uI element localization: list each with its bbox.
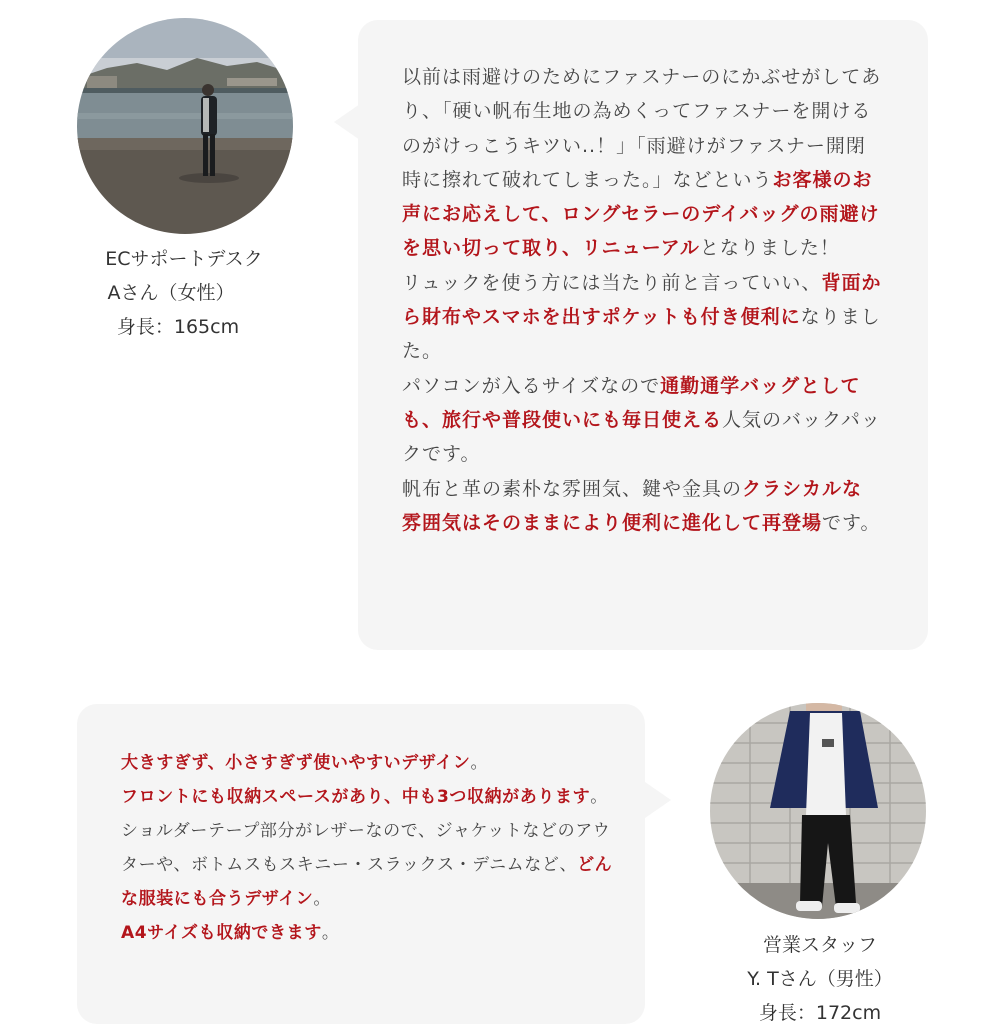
review-a-text	[402, 60, 882, 540]
review-yt-paragraph-2	[121, 780, 621, 814]
staff-a-name: Aさん（女性）	[107, 282, 235, 304]
review-a-highlight: 背面から財布やスマホを出すポケットも付き便利に	[402, 271, 882, 329]
review-bubble-yt	[77, 704, 645, 1024]
staff-yt-name: Y. Tさん（男性）	[747, 968, 893, 990]
review-a-paragraph-3	[402, 369, 882, 472]
review-yt-highlight: どんな服装にも合うデザイン	[121, 855, 613, 909]
review-yt-paragraph-3	[121, 814, 621, 916]
review-yt-highlight: 大きすぎず、小さすぎず使いやすいデザイン	[121, 753, 471, 773]
review-a-paragraph-4	[402, 472, 882, 541]
staff-yt-role: 営業スタッフ	[762, 934, 877, 956]
wall-photo	[710, 703, 926, 919]
review-a-highlight: クラシカルな雰囲気はそのままにより便利に進化して再登場	[402, 477, 863, 534]
review-a-paragraph-1	[402, 60, 882, 266]
review-yt-highlight: フロントにも収納スペースがあり、中も3つ収納があります	[121, 787, 591, 807]
review-a-text-segment: パソコンが入るサイズなので	[402, 374, 661, 397]
staff-photo-yt	[710, 703, 926, 919]
review-yt-text-segment: ショルダーテープ部分がレザーなので、ジャケットなどのアウターや、ボトムスもスキニー・スラックス・デニムなど、	[121, 821, 611, 875]
review-a-text-segment: 人気のバックパックです。	[402, 408, 881, 466]
review-yt-paragraph-1	[121, 746, 621, 780]
speech-bubble-tail-right	[645, 782, 671, 818]
review-yt-text	[121, 746, 621, 950]
review-a-text-segment: です。	[822, 511, 881, 534]
review-yt-text-segment: 。	[470, 753, 489, 773]
staff-a-height: 身長：165cm	[116, 316, 240, 338]
review-a-highlight: 通勤通学バッグとしても、旅行や普段使いにも毎日使える	[402, 374, 861, 431]
staff-yt-height: 身長：172cm	[758, 1002, 882, 1024]
review-yt-paragraph-4	[121, 916, 621, 950]
review-a-text-segment: リュックを使う方には当たり前と言っていい、	[402, 271, 822, 294]
speech-bubble-tail-left	[334, 104, 360, 140]
beach-photo	[77, 18, 293, 234]
review-yt-text-segment: 。	[590, 787, 608, 807]
review-a-paragraph-2	[402, 266, 882, 369]
review-a-text-segment: なりました。	[402, 306, 881, 363]
staff-a-caption	[84, 242, 284, 344]
review-a-highlight: お客様のお声にお応えして、ロングセラーのデイバッグの雨避けを思い切って取り、リニューアル	[402, 168, 880, 260]
staff-a-role: ECサポートデスク	[105, 248, 263, 270]
review-yt-text-segment: 。	[313, 889, 332, 909]
review-yt-text-segment: 。	[321, 923, 340, 943]
review-a-text-segment: 以前は雨避けのためにファスナーのにかぶせがしてあり、「硬い帆布生地の為めくってファスナーを開けるのがけっこうキツい..！」「雨避けがファスナー開閉時に擦れて破れてしまった。」などという	[402, 66, 882, 191]
staff-photo-a	[77, 18, 293, 234]
staff-yt-caption	[720, 928, 920, 1030]
review-a-text-segment: 帆布と革の素朴な雰囲気、鍵や金具の	[402, 477, 743, 500]
review-yt-highlight: A4サイズも収納できます	[121, 923, 322, 943]
review-a-text-segment: となりました！	[699, 237, 840, 260]
review-bubble-a	[358, 20, 928, 650]
